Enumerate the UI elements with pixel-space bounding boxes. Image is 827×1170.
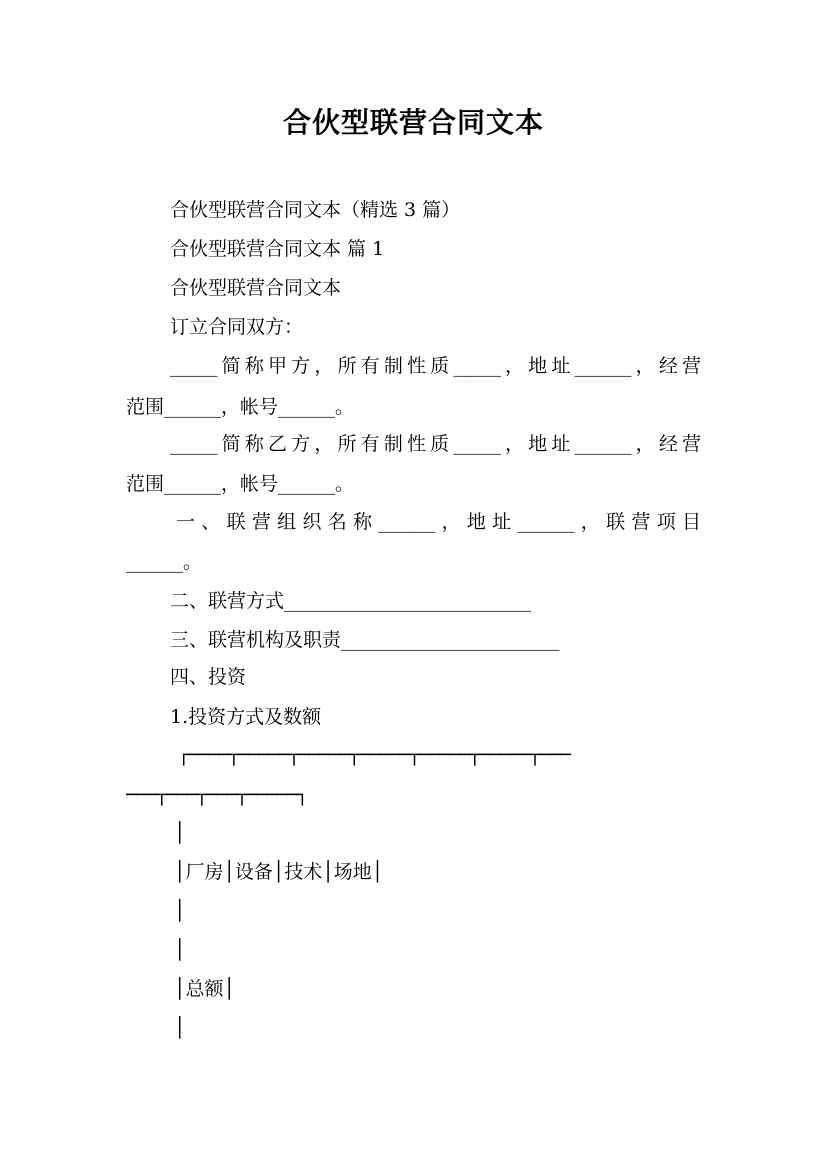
clause-3-organization: 三、联营机构及职责_______________________	[170, 629, 560, 651]
document-title: 合伙型联营合同文本	[282, 106, 544, 139]
table-left-bar: │	[174, 822, 186, 844]
clause-1-line-1: 一、联营组织名称______，地址______，联营项目	[176, 511, 701, 533]
party-a-line-1: _____简称甲方，所有制性质_____，地址______，经营	[170, 355, 701, 377]
table-left-bar: │	[174, 939, 186, 961]
party-b-line-1: _____简称乙方，所有制性质_____，地址______，经营	[170, 433, 701, 455]
table-border-top-b: ───┬───┬───┬─────┐	[126, 784, 307, 806]
table-row-headers-text: │厂房│设备│技术│场地│	[174, 861, 384, 883]
clause-1-line-2: ______。	[126, 551, 203, 573]
clause-2-joint-method: 二、联营方式__________________________	[170, 590, 532, 612]
section-heading-part-1: 合伙型联营合同文本 篇 1	[170, 238, 385, 260]
table-left-bar: │	[174, 900, 186, 922]
clause-4-1-investment-method: 1.投资方式及数额	[170, 706, 322, 728]
table-left-bar: │	[174, 1017, 186, 1039]
subtitle-selected-3: 合伙型联营合同文本（精选 3 篇）	[170, 199, 461, 221]
clause-4-investment: 四、投资	[170, 666, 247, 688]
parties-heading: 订立合同双方：	[170, 316, 304, 338]
party-b-line-2: 范围______，帐号______。	[126, 473, 355, 495]
contract-name-line: 合伙型联营合同文本	[170, 277, 342, 299]
table-border-top-a: ┌────┬─────┬─────┬─────┬─────┬─────┬───	[178, 744, 570, 766]
table-row-total	[174, 975, 235, 1003]
party-a-line-2: 范围______，帐号______。	[126, 396, 355, 418]
table-row-total-text: │总额│	[174, 978, 235, 1000]
table-row-headers	[174, 858, 383, 886]
